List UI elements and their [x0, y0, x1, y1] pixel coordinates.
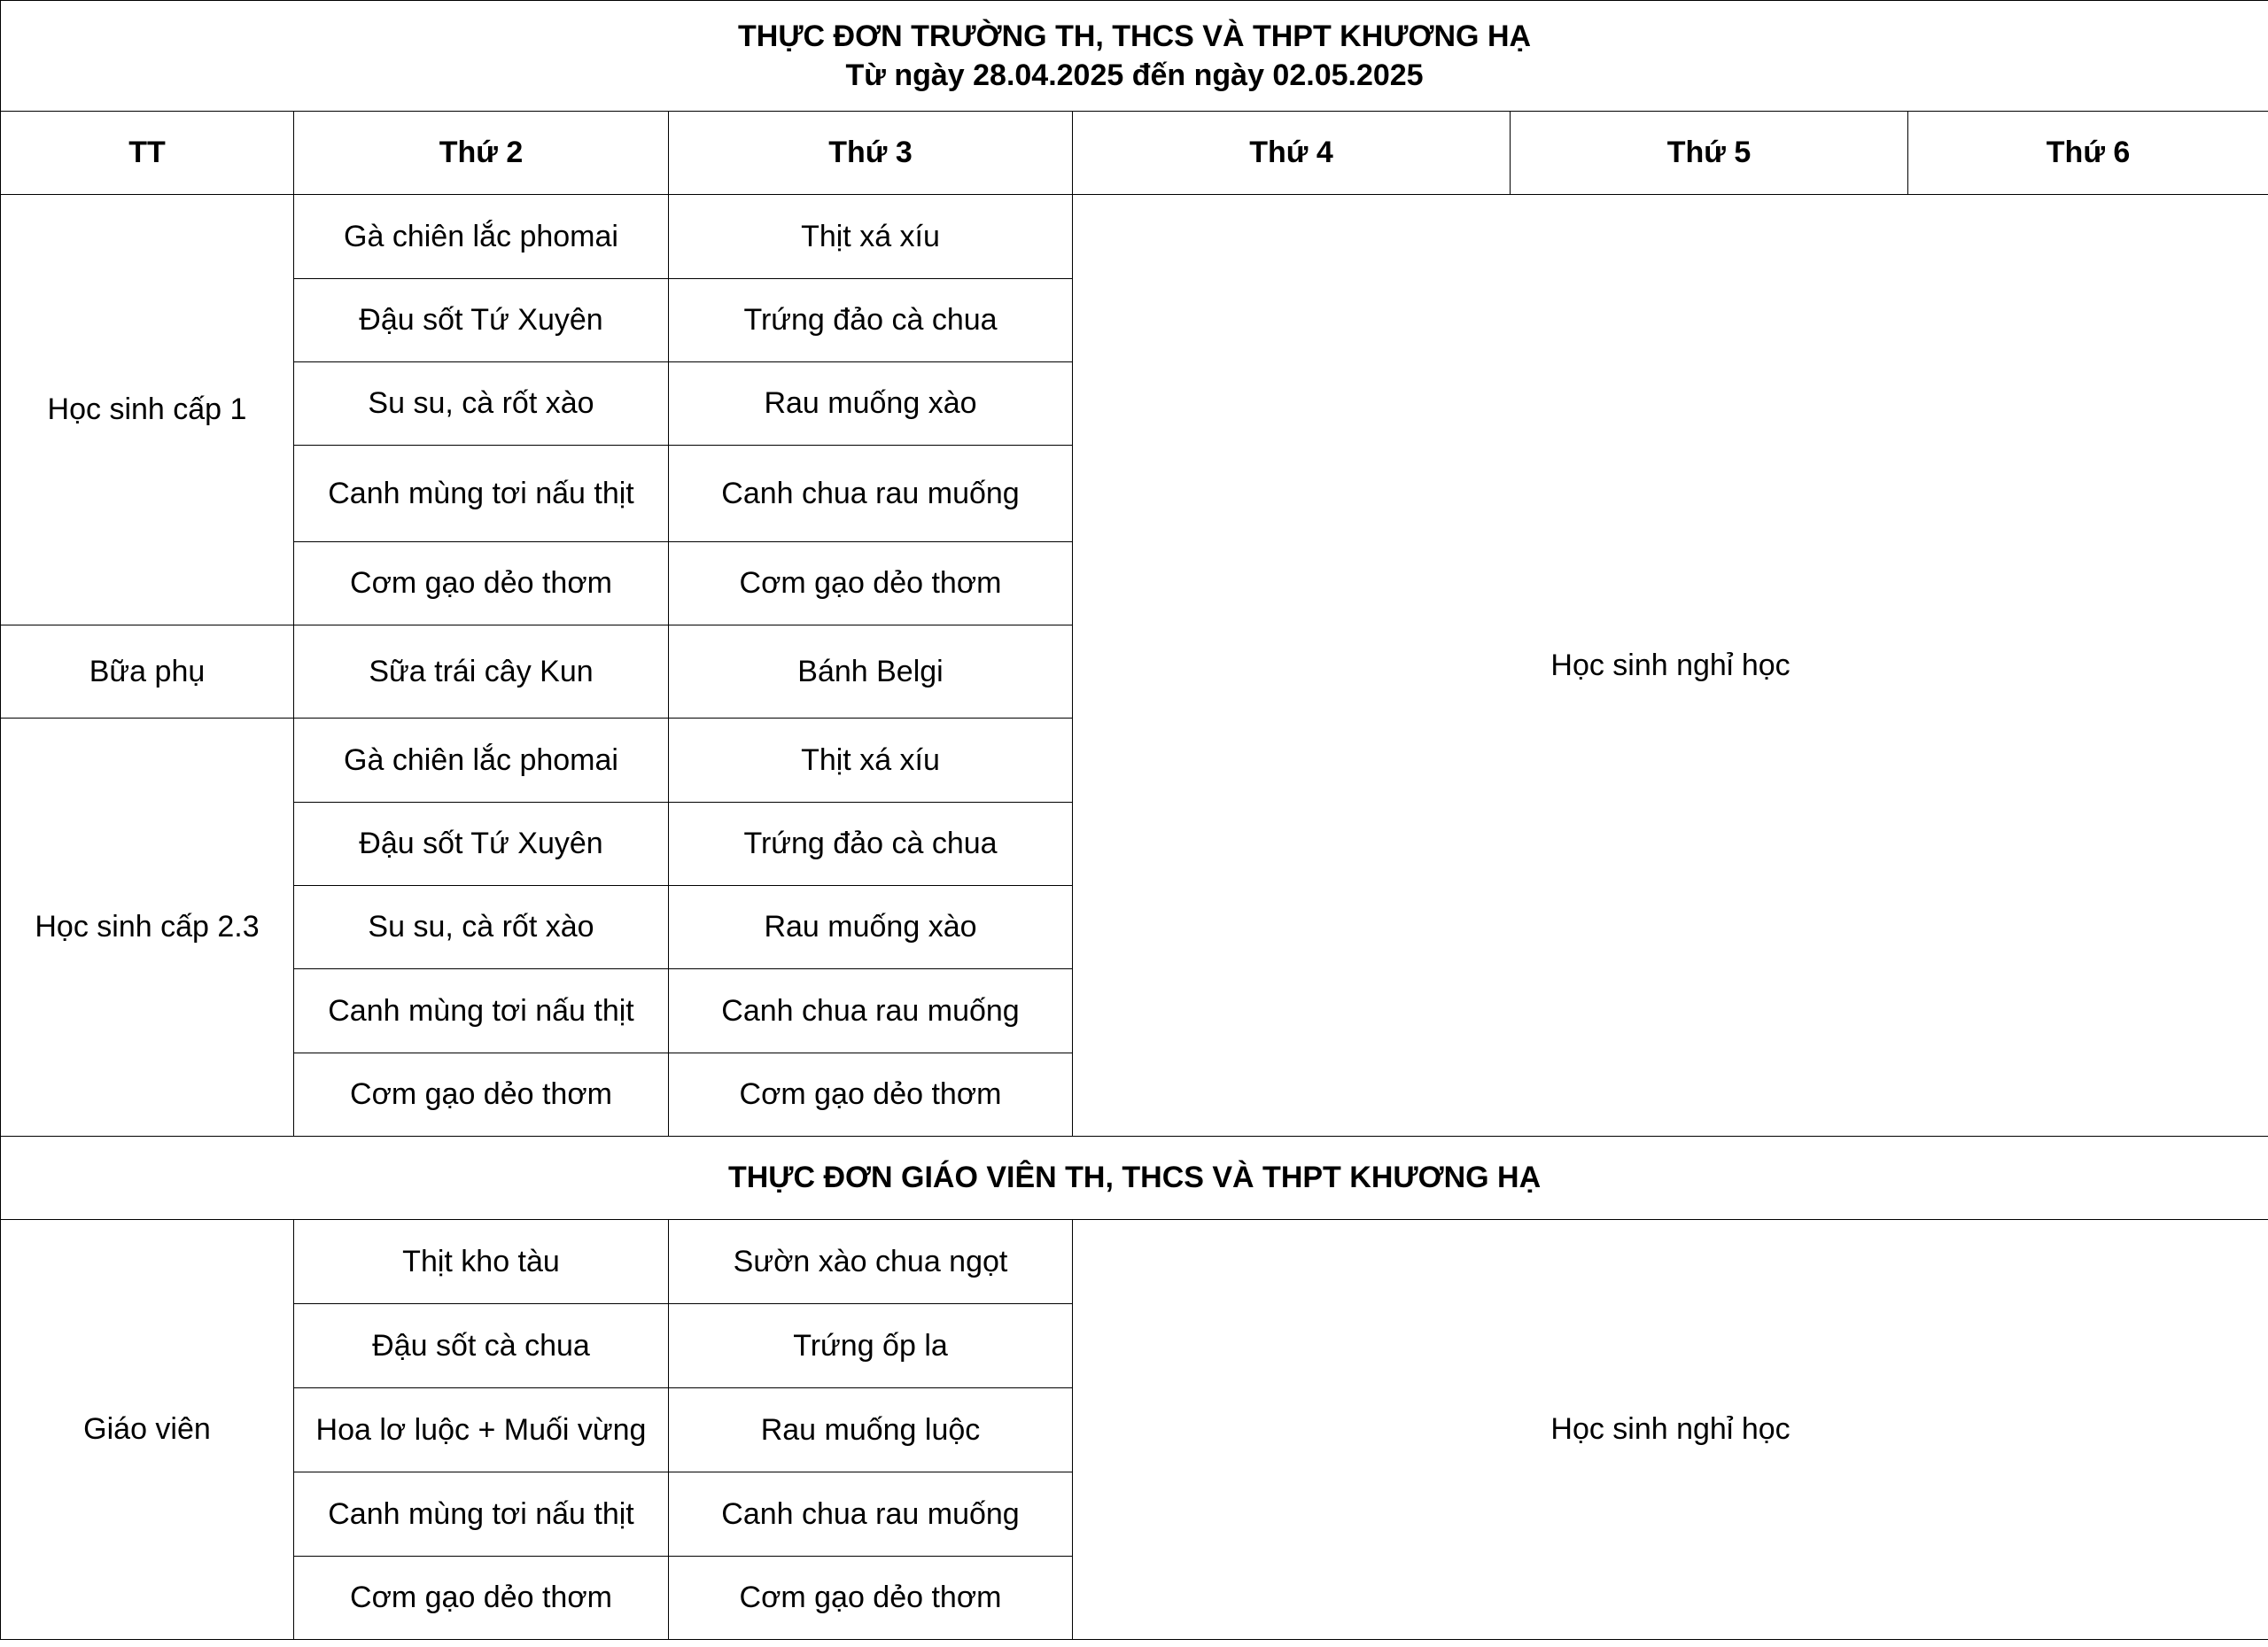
teacher-title-row: [1, 1137, 2268, 1220]
table-row: [1, 1220, 2268, 1304]
group-label-snack: Bữa phụ: [1, 625, 294, 719]
dish-cell: Thịt kho tàu: [294, 1220, 669, 1304]
dish-cell: Canh chua rau muống: [669, 1472, 1073, 1557]
dish-cell: Canh chua rau muống: [669, 446, 1073, 542]
header-tue: Thứ 3: [669, 112, 1073, 195]
dish-cell: Thịt xá xíu: [669, 719, 1073, 803]
dish-cell: Cơm gạo dẻo thơm: [294, 1053, 669, 1137]
header-mon: Thứ 2: [294, 112, 669, 195]
dish-cell: Rau muống luộc: [669, 1388, 1073, 1472]
dish-cell: Đậu sốt Tứ Xuyên: [294, 279, 669, 362]
menu-title-cell: [1, 1, 2268, 112]
dish-cell: Cơm gạo dẻo thơm: [294, 542, 669, 625]
dish-cell: Cơm gạo dẻo thơm: [669, 1557, 1073, 1640]
menu-title: THỰC ĐƠN TRƯỜNG TH, THCS VÀ THPT KHƯƠNG HẠ: [738, 19, 1532, 53]
dish-cell: Su su, cà rốt xào: [294, 886, 669, 969]
group-label-teacher: Giáo viên: [1, 1220, 294, 1640]
dish-cell: Trứng đảo cà chua: [669, 279, 1073, 362]
dish-cell: Rau muống xào: [669, 362, 1073, 446]
dish-cell: Canh mùng tơi nấu thịt: [294, 1472, 669, 1557]
dish-cell: Gà chiên lắc phomai: [294, 195, 669, 279]
dish-cell: Bánh Belgi: [669, 625, 1073, 719]
dish-cell: Canh mùng tơi nấu thịt: [294, 446, 669, 542]
header-fri: Thứ 6: [1908, 112, 2268, 195]
dish-cell: Su su, cà rốt xào: [294, 362, 669, 446]
dish-cell: Sữa trái cây Kun: [294, 625, 669, 719]
off-note-students: Học sinh nghỉ học: [1073, 195, 2268, 1137]
dish-cell: Trứng đảo cà chua: [669, 803, 1073, 886]
table-row: [1, 195, 2268, 279]
dish-cell: Canh mùng tơi nấu thịt: [294, 969, 669, 1053]
dish-cell: Cơm gạo dẻo thơm: [669, 1053, 1073, 1137]
teacher-menu-title: THỰC ĐƠN GIÁO VIÊN TH, THCS VÀ THPT KHƯƠNG HẠ: [1, 1137, 2268, 1220]
header-thu: Thứ 5: [1511, 112, 1908, 195]
group-label-cap23: Học sinh cấp 2.3: [1, 719, 294, 1137]
dish-cell: Đậu sốt Tứ Xuyên: [294, 803, 669, 886]
dish-cell: Hoa lơ luộc + Muối vừng: [294, 1388, 669, 1472]
menu-date-range: Từ ngày 28.04.2025 đến ngày 02.05.2025: [845, 58, 1424, 92]
header-row: [1, 112, 2268, 195]
dish-cell: Gà chiên lắc phomai: [294, 719, 669, 803]
dish-cell: Canh chua rau muống: [669, 969, 1073, 1053]
dish-cell: Cơm gạo dẻo thơm: [669, 542, 1073, 625]
group-label-cap1: Học sinh cấp 1: [1, 195, 294, 625]
dish-cell: Trứng ốp la: [669, 1304, 1073, 1388]
header-tt: TT: [1, 112, 294, 195]
dish-cell: Cơm gạo dẻo thơm: [294, 1557, 669, 1640]
header-wed: Thứ 4: [1073, 112, 1511, 195]
dish-cell: Sườn xào chua ngọt: [669, 1220, 1073, 1304]
dish-cell: Rau muống xào: [669, 886, 1073, 969]
off-note-teachers: Học sinh nghỉ học: [1073, 1220, 2268, 1640]
dish-cell: Thịt xá xíu: [669, 195, 1073, 279]
dish-cell: Đậu sốt cà chua: [294, 1304, 669, 1388]
